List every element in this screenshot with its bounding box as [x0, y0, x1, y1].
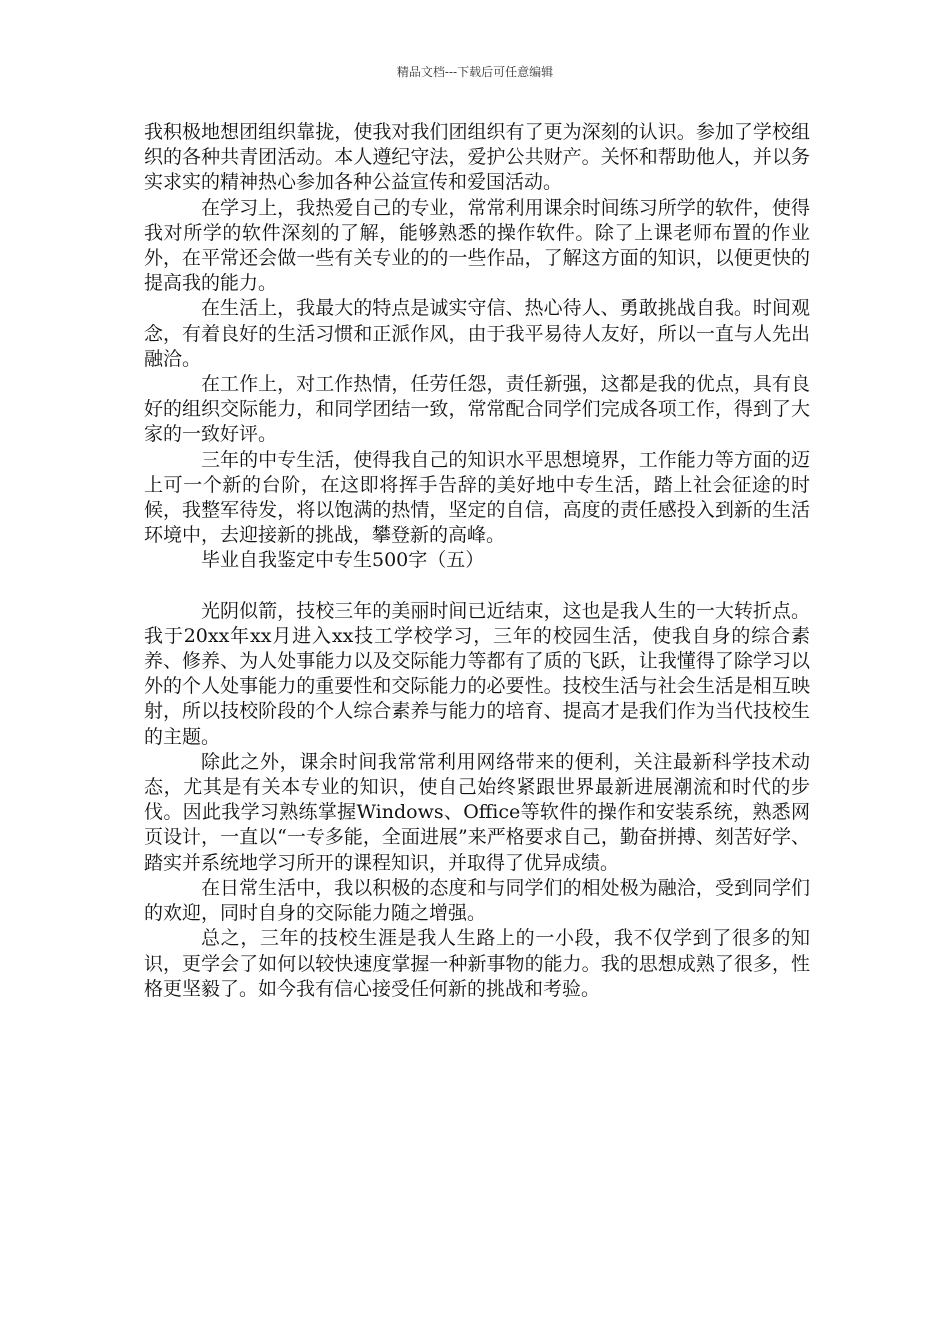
paragraph-extracurricular: 除此之外，课余时间我常常利用网络带来的便利，关注最新科学技术动态，尤其是有关本专业的知识，使自己始终紧跟世界最新进展潮流和时代的步伐。因此我学习熟练掌握Windows、Office等软件的操作和安装系统，熟悉网页设计，一直以“一专多能，全面进展”来严格要求自己，勤奋拼搏、刻苦好学、踏实并系统地学习所开的课程知识，并取得了优异成绩。 — [144, 750, 810, 874]
section-title: 毕业自我鉴定中专生500字（五） — [201, 549, 485, 572]
paragraph-continued: 我积极地想团组织靠拢，使我对我们团组织有了更为深刻的认识。参加了学校组织的各种共青团活动。本人遵纪守法，爱护公共财产。关怀和帮助他人，并以务实求实的精神热心参加各种公益宣传和爱国活动。 — [144, 121, 810, 194]
paragraph-intro: 光阴似箭，技校三年的美丽时间已近结束，这也是我人生的一大转折点。我于20xx年xx月进入xx技工学校学习，三年的校园生活，使我自身的综合素养、修养、为人处事能力以及交际能力等都有了质的飞跃，让我懂得了除学习以外的个人处事能力的重要性和交际能力的必要性。技校生活与社会生活是相互映射，所以技校阶段的个人综合素养与能力的培育、提高才是我们作为当代技校生的主题。 — [144, 599, 810, 748]
paragraph-conclusion: 总之，三年的技校生涯是我人生路上的一小段，我不仅学到了很多的知识，更学会了如何以较快速度掌握一种新事物的能力。我的思想成熟了很多，性格更坚毅了。如今我有信心接受任何新的挑战和考验。 — [144, 927, 810, 1000]
page-header: 精品文档---下载后可任意编辑 — [396, 65, 554, 79]
paragraph-summary: 三年的中专生活，使得我自己的知识水平思想境界，工作能力等方面的迈上可一个新的台阶，在这即将挥手告辞的美好地中专生活，踏上社会征途的时候，我整军待发，将以饱满的热情，坚定的自信，高度的责任感投入到新的生活环境中，去迎接新的挑战，攀登新的高峰。 — [144, 448, 810, 547]
paragraph-daily-life: 在日常生活中，我以积极的态度和与同学们的相处极为融洽，受到同学们的欢迎，同时自身的交际能力随之增强。 — [144, 876, 810, 925]
paragraph-work: 在工作上，对工作热情，任劳任怨，责任新强，这都是我的优点，具有良好的组织交际能力，和同学团结一致，常常配合同学们完成各项工作，得到了大家的一致好评。 — [144, 373, 810, 446]
paragraph-life: 在生活上，我最大的特点是诚实守信、热心待人、勇敢挑战自我。时间观念，有着良好的生活习惯和正派作风，由于我平易待人友好，所以一直与人先出融洽。 — [144, 297, 810, 370]
blank-line — [144, 574, 810, 599]
paragraph-study: 在学习上，我热爱自己的专业，常常利用课余时间练习所学的软件，使得我对所学的软件深刻的了解，能够熟悉的操作软件。除了上课老师布置的作业外，在平常还会做一些有关专业的的一些作品，了解这方面的知识，以便更快的提高我的能力。 — [144, 196, 810, 295]
document-body — [144, 120, 810, 1002]
